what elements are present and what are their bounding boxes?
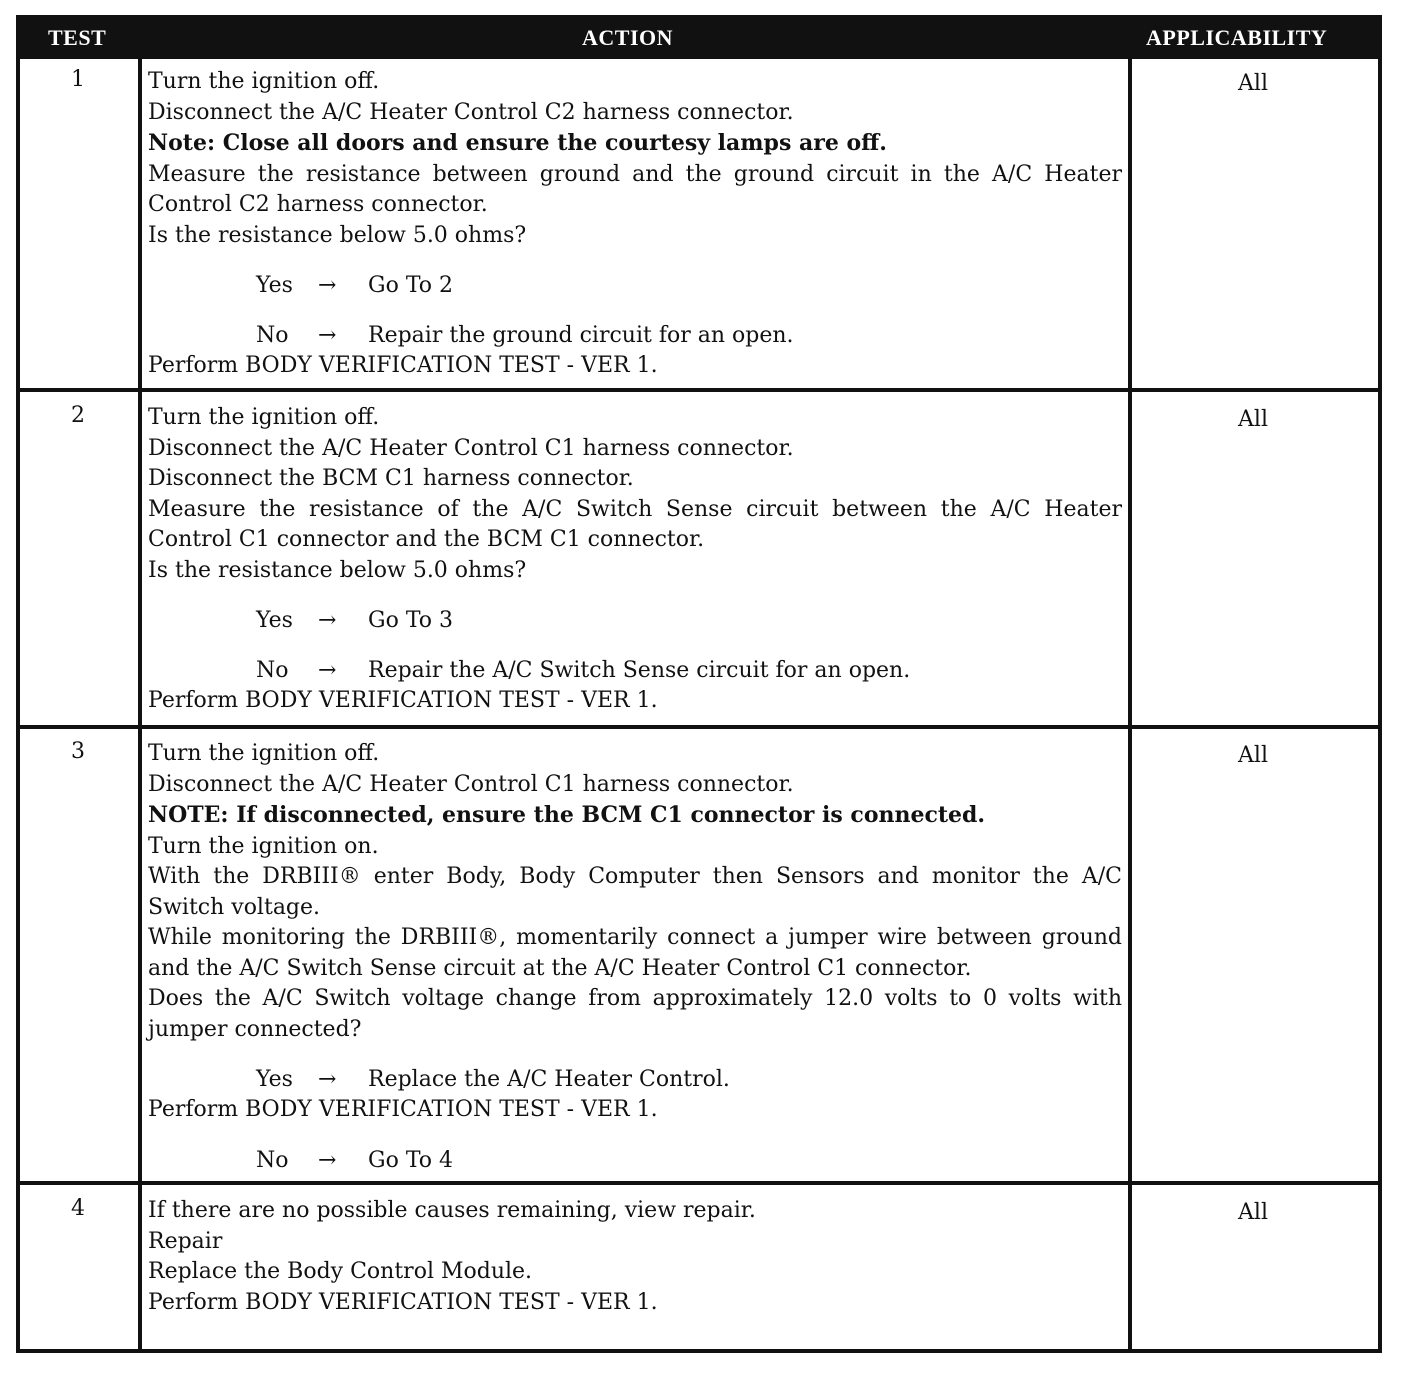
test-number: 4 xyxy=(71,1196,85,1221)
action-line: Turn the ignition on. xyxy=(148,833,379,859)
branch-followup: Perform BODY VERIFICATION TEST - VER 1. xyxy=(148,353,658,378)
arrow-icon: → xyxy=(318,323,337,348)
arrow-icon: → xyxy=(318,658,337,683)
repair-label: Repair xyxy=(148,1228,223,1254)
action-line: Turn the ignition off. xyxy=(148,69,380,94)
test-number: 2 xyxy=(71,403,85,428)
action-line: Disconnect the A/C Heater Control C2 harness connector. xyxy=(148,99,794,125)
applicability-value: All xyxy=(1238,1200,1268,1225)
yes-branch: Yes → Replace the A/C Heater Control. xyxy=(148,1065,1122,1095)
action-question: Is the resistance below 5.0 ohms? xyxy=(148,557,527,583)
action-line: Disconnect the BCM C1 harness connector. xyxy=(148,466,634,491)
action-question: Is the resistance below 5.0 ohms? xyxy=(148,222,527,248)
action-line: Turn the ignition off. xyxy=(148,741,380,766)
diagnostic-table xyxy=(16,15,1382,1353)
header-applicability: APPLICABILITY xyxy=(1146,25,1328,50)
no-branch: No → Repair the A/C Switch Sense circuit for an open. xyxy=(148,656,1122,686)
arrow-icon: → xyxy=(318,273,337,298)
action-note: Note: Close all doors and ensure the courtesy lamps are off. xyxy=(148,130,887,156)
action-line: Disconnect the A/C Heater Control C1 harness connector. xyxy=(148,435,794,461)
action-line: Measure the resistance of the A/C Switch Sense circuit between the A/C Heater Control C1 connector and the BCM C1 connector. xyxy=(148,496,1122,552)
arrow-icon: → xyxy=(318,1147,337,1173)
column-divider-applicability xyxy=(1128,59,1132,1353)
row-divider xyxy=(20,725,1378,729)
arrow-icon: → xyxy=(318,608,337,633)
applicability-value: All xyxy=(1238,743,1268,768)
test-number: 1 xyxy=(71,67,85,92)
arrow-icon: → xyxy=(318,1067,337,1092)
action-line: Measure the resistance between ground and the ground circuit in the A/C Heater Control C2 harness connector. xyxy=(148,161,1122,217)
action-cell xyxy=(148,67,1122,382)
table-header xyxy=(20,19,1378,59)
action-line: While monitoring the DRBIII®, momentarily connect a jumper wire between ground and the A/C Switch Sense circuit at the A/C Heater Control C1 connector. xyxy=(148,925,1122,981)
no-branch: No → Repair the ground circuit for an open. xyxy=(148,321,1122,351)
column-divider-test xyxy=(138,59,142,1353)
action-cell xyxy=(148,403,1122,717)
action-note: NOTE: If disconnected, ensure the BCM C1 connector is connected. xyxy=(148,802,986,828)
header-test: TEST xyxy=(48,25,107,50)
branch-followup: Perform BODY VERIFICATION TEST - VER 1. xyxy=(148,1097,658,1122)
action-cell xyxy=(148,739,1122,1176)
test-number: 3 xyxy=(71,739,85,764)
applicability-value: All xyxy=(1238,407,1268,432)
action-line: Disconnect the A/C Heater Control C1 harness connector. xyxy=(148,771,794,797)
yes-branch: Yes → Go To 2 xyxy=(148,271,1122,301)
action-line: Turn the ignition off. xyxy=(148,405,380,430)
action-line: If there are no possible causes remaining, view repair. xyxy=(148,1198,756,1223)
action-question: Does the A/C Switch voltage change from approximately 12.0 volts to 0 volts with jumper connected? xyxy=(148,986,1122,1042)
no-branch: No → Go To 4 xyxy=(148,1146,1122,1176)
row-divider xyxy=(20,388,1378,392)
branch-followup: Perform BODY VERIFICATION TEST - VER 1. xyxy=(148,688,658,713)
repair-line: Replace the Body Control Module. xyxy=(148,1259,533,1284)
action-line: With the DRBIII® enter Body, Body Computer then Sensors and monitor the A/C Switch voltage. xyxy=(148,864,1122,920)
yes-branch: Yes → Go To 3 xyxy=(148,606,1122,636)
action-cell xyxy=(148,1196,1122,1318)
repair-line: Perform BODY VERIFICATION TEST - VER 1. xyxy=(148,1289,658,1315)
applicability-value: All xyxy=(1238,71,1268,96)
row-divider xyxy=(20,1181,1378,1185)
header-action: ACTION xyxy=(582,25,674,50)
